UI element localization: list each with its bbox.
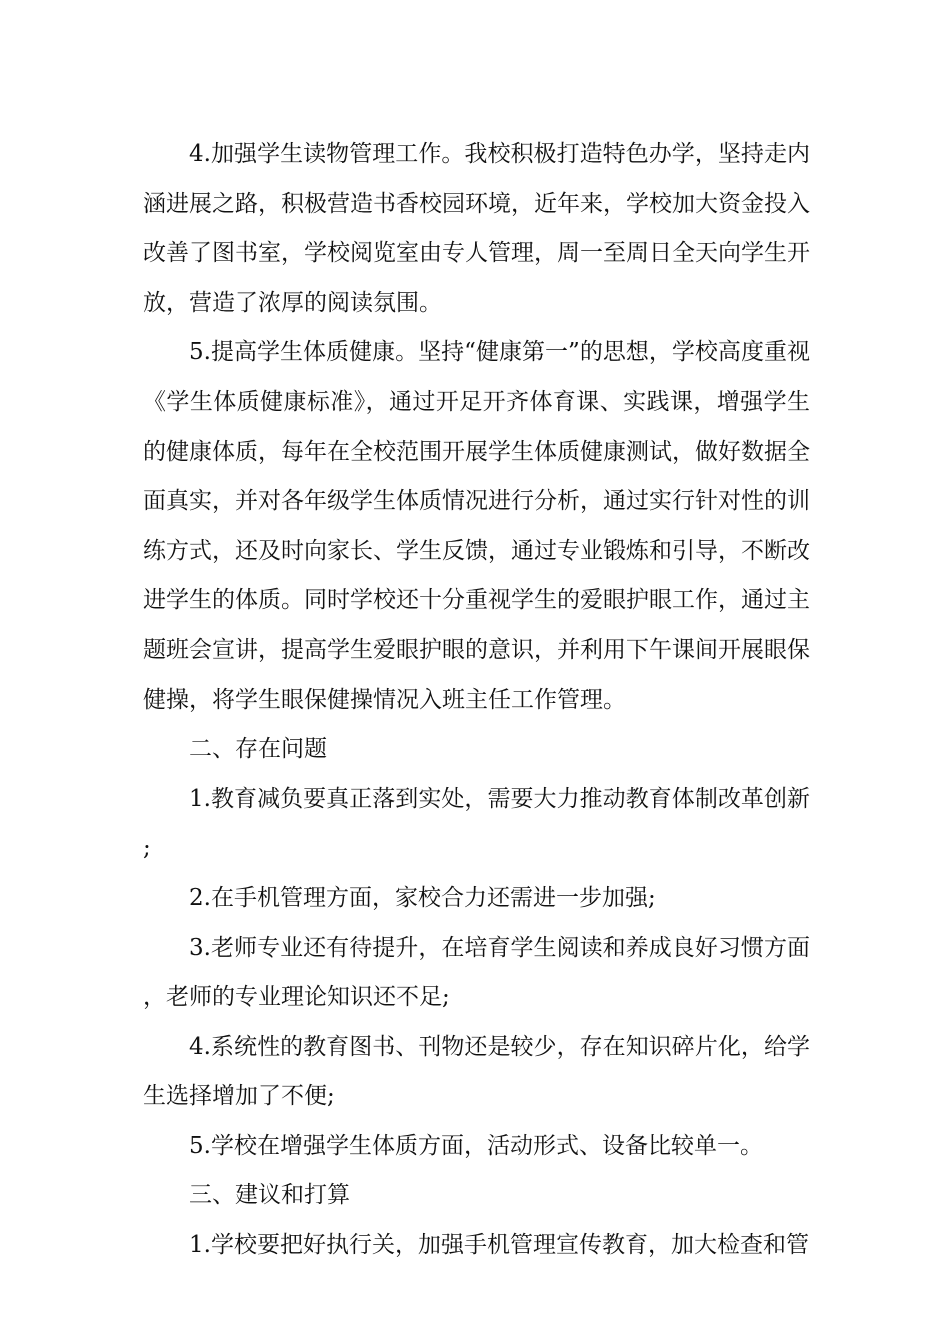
document-body [143, 130, 810, 1271]
problem-item-4: 4.系统性的教育图书、刊物还是较少，存在知识碎片化，给学生选择增加了不便; [143, 1033, 810, 1110]
problem-item-1: 1.教育减负要真正落到实处，需要大力推动教育体制改革创新; [143, 785, 810, 862]
paragraph-reading-management: 4.加强学生读物管理工作。我校积极打造特色办学，坚持走内涵进展之路，积极营造书香校园环境，近年来，学校加大资金投入改善了图书室，学校阅览室由专人管理，周一至周日全天向学生开放，营造了浓厚的阅读氛围。 [143, 141, 810, 316]
paragraph-physical-health: 5.提高学生体质健康。坚持“健康第一”的思想，学校高度重视《学生体质健康标准》，通过开足开齐体育课、实践课，增强学生的健康体质，每年在全校范围开展学生体质健康测试，做好数据全面真实，并对各年级学生体质情况进行分析，通过实行针对性的训练方式，还及时向家长、学生反馈，通过专业锻炼和引导，不断改进学生的体质。同时学校还十分重视学生的爱眼护眼工作，通过主题班会宣讲，提高学生爱眼护眼的意识，并利用下午课间开展眼保健操，将学生眼保健操情况入班主任工作管理。 [143, 339, 810, 713]
problem-item-2: 2.在手机管理方面，家校合力还需进一步加强; [189, 884, 656, 911]
problem-item-3: 3.老师专业还有待提升，在培育学生阅读和养成良好习惯方面，老师的专业理论知识还不足; [143, 934, 810, 1011]
problem-item-5: 5.学校在增强学生体质方面，活动形式、设备比较单一。 [189, 1132, 763, 1159]
suggestion-item-1: 1.学校要把好执行关，加强手机管理宣传教育，加大检查和管 [189, 1232, 809, 1259]
section-heading-suggestions: 三、建议和打算 [189, 1182, 350, 1209]
section-heading-problems: 二、存在问题 [189, 736, 327, 763]
